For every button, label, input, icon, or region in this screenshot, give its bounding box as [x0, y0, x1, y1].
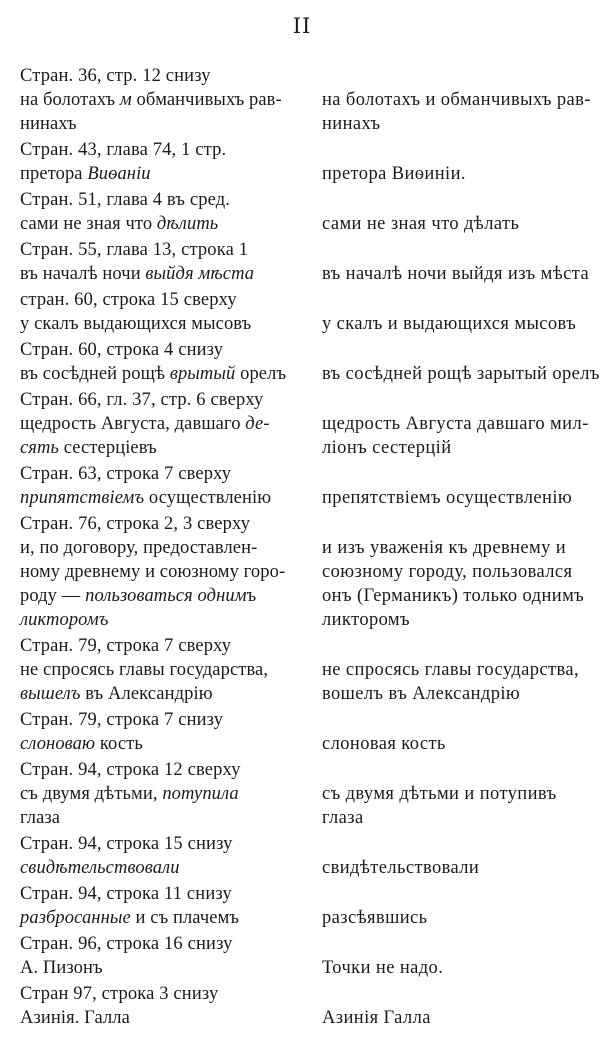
text-segment: ликторомъ	[322, 610, 410, 630]
errata-entry	[20, 512, 592, 632]
text-segment: нинахъ	[322, 114, 381, 134]
entry-location: стран. 60, строка 15 сверху	[20, 290, 237, 310]
wrong-line	[20, 658, 308, 682]
errata-entry	[20, 338, 600, 386]
entry-correction	[20, 1006, 592, 1030]
wrong-line	[20, 436, 308, 460]
entry-location: Стран. 76, строка 2, 3 сверху	[20, 514, 251, 534]
italic-segment: вышелъ	[20, 684, 81, 704]
italic-segment: слоноваю	[20, 734, 96, 754]
wrong-line	[20, 1006, 308, 1030]
text-segment: А. Пизонъ	[20, 958, 103, 978]
correct-line	[322, 956, 592, 980]
text-segment: онъ (Германикъ) только однимъ	[322, 586, 585, 606]
text-segment: роду —	[20, 586, 86, 606]
correct-line	[322, 486, 592, 510]
text-segment: препятствіемъ осуществленію	[322, 488, 573, 508]
wrong-line	[20, 312, 308, 336]
italic-segment: ликторомъ	[20, 610, 109, 630]
text-segment: ліонъ сестерцій	[322, 438, 452, 458]
correct-line	[322, 856, 592, 880]
text-segment: орелъ	[235, 364, 287, 384]
correct-line	[322, 806, 592, 830]
text-segment: въ началѣ ночи выйдя изъ мѣста	[322, 264, 590, 284]
wrong-text	[20, 486, 308, 510]
text-segment: свидѣтельствовали	[322, 858, 480, 878]
entry-location: Стран. 79, строка 7 сверху	[20, 636, 232, 656]
wrong-line	[20, 806, 308, 830]
wrong-text	[20, 312, 308, 336]
entry-correction	[20, 658, 592, 706]
text-segment: ному древнему и союзному горо-	[20, 562, 286, 582]
correct-line	[322, 906, 592, 930]
text-segment: на болотахъ и обманчивыхъ рав-	[322, 90, 591, 110]
entry-correction	[20, 412, 592, 460]
text-segment: въ сосѣдней рощѣ	[20, 364, 170, 384]
entry-correction	[20, 262, 592, 286]
text-segment: въ началѣ ночи	[20, 264, 146, 284]
italic-segment: потупила	[162, 784, 239, 804]
text-segment: у скалъ и выдающихся мысовъ	[322, 314, 577, 334]
text-segment: Азинія. Галла	[20, 1008, 130, 1028]
text-segment: не спросясь главы государства,	[322, 660, 580, 680]
text-segment: не спросясь главы государства,	[20, 660, 269, 680]
text-segment: Азинія Галла	[322, 1008, 431, 1028]
entry-location: Стран. 60, строка 4 снизу	[20, 340, 224, 360]
errata-entry	[20, 708, 592, 756]
text-segment: и съ плачемъ	[130, 908, 240, 928]
wrong-text	[20, 732, 308, 756]
errata-entry	[20, 388, 592, 460]
correct-line	[322, 782, 592, 806]
italic-segment: пользоваться одним	[85, 586, 247, 606]
wrong-text	[20, 536, 308, 632]
text-segment: глаза	[322, 808, 364, 828]
correct-text	[308, 536, 592, 632]
errata-list	[20, 64, 600, 1032]
wrong-line	[20, 560, 308, 584]
text-segment: сами не зная что дѣлать	[322, 214, 520, 234]
wrong-text	[20, 906, 308, 930]
correct-text	[308, 312, 592, 336]
text-segment: на болотахъ	[20, 90, 120, 110]
text-segment: въ сосѣдней рощѣ зарытый орелъ	[322, 364, 600, 384]
entry-location: Стран. 55, глава 13, строка 1	[20, 240, 249, 260]
entry-location: Стран. 94, строка 15 снизу	[20, 834, 233, 854]
wrong-line	[20, 412, 308, 436]
correct-text	[308, 362, 600, 386]
wrong-text	[20, 856, 308, 880]
text-segment: осуществленію	[144, 488, 272, 508]
errata-entry	[20, 634, 592, 706]
text-segment: сами не зная что	[20, 214, 157, 234]
correct-line	[322, 682, 592, 706]
correct-text	[308, 658, 592, 706]
text-segment: въ Александрію	[80, 684, 213, 704]
italic-segment: сять	[20, 438, 59, 458]
text-segment: ъ	[246, 586, 257, 606]
entry-location: Стран. 94, строка 11 снизу	[20, 884, 232, 904]
correct-line	[322, 362, 600, 386]
italic-segment: дѣлить	[156, 214, 219, 234]
text-segment: слоновая кость	[322, 734, 446, 754]
text-segment: вошелъ въ Александрію	[322, 684, 521, 704]
wrong-text	[20, 212, 308, 236]
text-segment: съ двумя дѣтьми и потупивъ	[322, 784, 557, 804]
italic-segment: м	[119, 90, 132, 110]
correct-line	[322, 162, 592, 186]
wrong-text	[20, 1006, 308, 1030]
entry-correction	[20, 856, 592, 880]
italic-segment: выйдя мѣста	[145, 264, 255, 284]
wrong-line	[20, 856, 308, 880]
entry-location: Стран. 96, строка 16 снизу	[20, 934, 233, 954]
wrong-line	[20, 782, 308, 806]
wrong-line	[20, 212, 308, 236]
italic-segment: Виѳаніи	[87, 164, 151, 184]
text-segment: у скалъ выдающихся мысовъ	[20, 314, 252, 334]
wrong-line	[20, 608, 308, 632]
wrong-line	[20, 362, 308, 386]
text-segment: Точки не надо.	[322, 958, 444, 978]
correct-text	[308, 162, 592, 186]
italic-segment: де-	[245, 414, 270, 434]
correct-text	[308, 956, 592, 980]
entry-location: Стран. 66, гл. 37, стр. 6 сверху	[20, 390, 264, 410]
correct-line	[322, 436, 592, 460]
entry-location: Стран. 36, стр. 12 снизу	[20, 66, 211, 86]
errata-entry	[20, 982, 592, 1030]
correct-line	[322, 732, 592, 756]
wrong-text	[20, 956, 308, 980]
entry-correction	[20, 312, 592, 336]
italic-segment: припятствіемъ	[20, 488, 145, 508]
correct-line	[322, 608, 592, 632]
text-segment: претора Виѳиніи.	[322, 164, 466, 184]
italic-segment: свидѣтельствовали	[20, 858, 180, 878]
correct-line	[322, 412, 592, 436]
wrong-text	[20, 88, 308, 136]
entry-correction	[20, 956, 592, 980]
entry-correction	[20, 162, 592, 186]
entry-location: Стран. 51, глава 4 въ сред.	[20, 190, 231, 210]
entry-correction	[20, 486, 592, 510]
wrong-line	[20, 88, 308, 112]
entry-location: Стран. 94, строка 12 сверху	[20, 760, 241, 780]
entry-correction	[20, 732, 592, 756]
wrong-line	[20, 536, 308, 560]
entry-location: Стран 97, строка 3 снизу	[20, 984, 219, 1004]
entry-correction	[20, 906, 592, 930]
correct-line	[322, 1006, 592, 1030]
errata-entry	[20, 882, 592, 930]
text-segment: союзному городу, пользовался	[322, 562, 573, 582]
correct-text	[308, 88, 592, 136]
text-segment: щедрость Августа давшаго мил-	[322, 414, 589, 434]
italic-segment: разбросанные	[20, 908, 131, 928]
wrong-line	[20, 682, 308, 706]
text-segment: обманчивыхъ рав-	[131, 90, 282, 110]
text-segment: щедрость Августа, давшаго	[20, 414, 246, 434]
text-segment: съ двумя дѣтьми,	[20, 784, 163, 804]
text-segment: претора	[20, 164, 88, 184]
wrong-text	[20, 782, 308, 830]
wrong-line	[20, 956, 308, 980]
text-segment: сестерціевъ	[59, 438, 157, 458]
errata-entry	[20, 138, 592, 186]
wrong-line	[20, 486, 308, 510]
entry-location: Стран. 43, глава 74, 1 стр.	[20, 140, 227, 160]
correct-line	[322, 212, 592, 236]
correct-line	[322, 262, 592, 286]
text-segment: кость	[95, 734, 143, 754]
correct-line	[322, 560, 592, 584]
wrong-text	[20, 412, 308, 460]
wrong-text	[20, 362, 308, 386]
entry-correction	[20, 362, 600, 386]
entry-location: Стран. 79, строка 7 снизу	[20, 710, 224, 730]
page-number: II	[292, 14, 312, 38]
correct-line	[322, 536, 592, 560]
errata-entry	[20, 64, 592, 136]
correct-line	[322, 88, 592, 112]
correct-line	[322, 112, 592, 136]
wrong-text	[20, 262, 308, 286]
errata-entry	[20, 238, 592, 286]
wrong-line	[20, 584, 308, 608]
correct-text	[308, 212, 592, 236]
text-segment: и, по договору, предоставлен-	[20, 538, 258, 558]
wrong-line	[20, 906, 308, 930]
errata-entry	[20, 188, 592, 236]
correct-line	[322, 584, 592, 608]
correct-text	[308, 412, 592, 460]
wrong-line	[20, 112, 308, 136]
correct-text	[308, 782, 592, 830]
text-segment: и изъ уваженія къ древнему и	[322, 538, 567, 558]
entry-location: Стран. 63, строка 7 сверху	[20, 464, 232, 484]
wrong-line	[20, 262, 308, 286]
text-segment: глаза	[20, 808, 61, 828]
text-segment: разсѣявшись	[322, 908, 428, 928]
correct-text	[308, 1006, 592, 1030]
correct-text	[308, 906, 592, 930]
wrong-text	[20, 162, 308, 186]
correct-text	[308, 486, 592, 510]
correct-line	[322, 658, 592, 682]
entry-correction	[20, 88, 592, 136]
errata-entry	[20, 932, 592, 980]
entry-correction	[20, 212, 592, 236]
errata-entry	[20, 832, 592, 880]
entry-correction	[20, 536, 592, 632]
errata-entry	[20, 462, 592, 510]
errata-entry	[20, 758, 592, 830]
correct-text	[308, 732, 592, 756]
entry-correction	[20, 782, 592, 830]
text-segment: нинахъ	[20, 114, 77, 134]
errata-entry	[20, 288, 592, 336]
wrong-text	[20, 658, 308, 706]
correct-text	[308, 856, 592, 880]
italic-segment: врытый	[169, 364, 236, 384]
wrong-line	[20, 162, 308, 186]
correct-text	[308, 262, 592, 286]
correct-line	[322, 312, 592, 336]
wrong-line	[20, 732, 308, 756]
